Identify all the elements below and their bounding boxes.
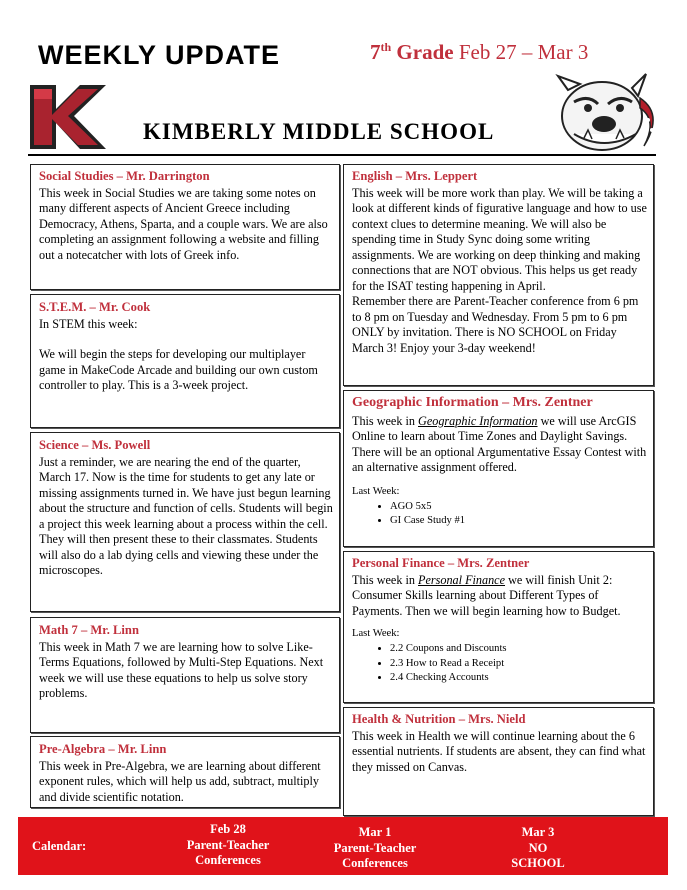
science-section — [30, 432, 340, 612]
section-body: Just a reminder, we are nearing the end of the quarter, March 17. Now is the time for students to get any late or missing assignments turned in. We have just begun learning about the structure and function of cells. Students will begin a project this week learning about a process within the cell. They will then present these to their classmates. Students will also do a lab dying cells and viewing these under the microscopes. — [39, 454, 333, 577]
personal-finance-section — [343, 551, 654, 703]
stem-section — [30, 294, 340, 428]
health-nutrition-section — [343, 707, 654, 816]
section-heading: English – Mrs. Leppert — [352, 169, 478, 183]
section-heading: Personal Finance – Mrs. Zentner — [352, 556, 530, 570]
last-week-list — [352, 642, 647, 686]
section-heading: Health & Nutrition – Mrs. Nield — [352, 712, 526, 726]
section-body: This week in Math 7 we are learning how to solve Like-Terms Equations, followed by Multi-Step Equations. Next week we will use these equations to help us solve story problems. — [39, 639, 324, 700]
geographic-information-section — [343, 390, 654, 547]
last-week-block — [352, 485, 647, 529]
grade-suffix: th — [380, 40, 392, 54]
body-post: we will use ArcGIS Online to learn about Time Zones and Daylight Savings. There will be an optional Argumentative Essay Contest with an alternative assignment offered. — [352, 413, 647, 474]
section-body: This week in Social Studies we are taking some notes on many different aspects of Ancient Greece including Democracy, Athens, Sparta, and a couple wars. We are also completing an assignment following a website and filling out a notecatcher with lots of Greek info. — [39, 185, 328, 262]
last-week-label: Last Week: — [352, 485, 400, 497]
newsletter-title: WEEKLY UPDATE — [38, 40, 281, 70]
event-date: Mar 3 — [521, 825, 555, 839]
calendar-label: Calendar: — [32, 839, 87, 853]
list-item: • 2.4 Checking Accounts — [390, 671, 647, 686]
calendar-event — [305, 825, 445, 872]
grade-word: Grade — [396, 40, 454, 64]
event-date: Feb 28 — [210, 822, 246, 836]
course-name: Personal Finance — [418, 572, 506, 587]
event-date: Mar 1 — [358, 825, 392, 839]
list-item: • AGO 5x5 — [390, 500, 647, 515]
list-item: • 2.2 Coupons and Discounts — [390, 642, 647, 657]
list-item: • GI Case Study #1 — [390, 514, 647, 529]
calendar-bar — [18, 817, 668, 875]
section-body: This week in Pre-Algebra, we are learning about different exponent rules, which will help us add, subtract, multiply and divide scientific notation. — [39, 758, 321, 804]
section-body: This week in Health we will continue learning about the 6 essential nutrients. If students are absent, they can find what they missed on Canvas. — [352, 728, 646, 774]
event-line2: SCHOOL — [511, 856, 565, 870]
event-line1: NO — [528, 840, 548, 855]
math7-section — [30, 617, 340, 733]
pre-algebra-section — [30, 736, 340, 808]
body-pre: This week in — [352, 572, 419, 587]
section-reminder: Remember there are Parent-Teacher conference from 6 pm to 8 pm on Tuesday and Wednesday. From 5 pm to 6 pm ONLY by invitation. There is NO SCHOOL on Friday March 3! Enjoy your 3-day weekend! — [352, 294, 639, 355]
bulldog-mascot-icon — [540, 68, 675, 158]
last-week-label: Last Week: — [352, 628, 400, 639]
last-week-block — [352, 627, 647, 686]
section-heading: Pre-Algebra – Mr. Linn — [39, 742, 167, 756]
header-divider — [28, 154, 656, 156]
date-range: Feb 27 – Mar 3 — [458, 40, 589, 64]
event-line1: Parent-Teacher — [333, 840, 417, 855]
section-heading: Science – Ms. Powell — [39, 438, 151, 452]
section-body — [352, 414, 647, 476]
school-name: KIMBERLY MIDDLE SCHOOL — [143, 119, 495, 144]
event-line2: Conferences — [342, 856, 408, 870]
section-body: This week will be more work than play. We will be taking a look at different kinds of figurative language and how to use context clues to determine meaning. We will also be spending time in Study Sync doing some writing assignments. We are working on deep thinking and making connections that are NOT obvious. This helps us get ready for the ISAT testing happening in April. — [352, 185, 647, 293]
body-post: we will finish Unit 2: Consumer Skills learning about Different Types of Payments. Then we will begin learning how to Budget. — [352, 572, 621, 618]
calendar-event — [158, 822, 298, 869]
event-line1: Parent-Teacher — [186, 837, 270, 852]
section-heading: Geographic Information – Mrs. Zentner — [352, 395, 593, 410]
section-body: We will begin the steps for developing our multiplayer game in MakeCode Arcade and building our own custom controller to play. This is a 3-week project. — [39, 347, 318, 392]
list-item: • 2.3 How to Read a Receipt — [390, 657, 647, 672]
grade-number: 7 — [370, 40, 381, 64]
section-heading: S.T.E.M. – Mr. Cook — [39, 300, 151, 314]
section-body — [352, 573, 647, 620]
section-heading: Math 7 – Mr. Linn — [39, 623, 139, 637]
body-pre: This week in — [352, 413, 419, 428]
section-heading: Social Studies – Mr. Darrington — [39, 169, 210, 183]
english-section — [343, 164, 654, 386]
social-studies-section — [30, 164, 340, 290]
calendar-event — [468, 825, 608, 872]
grade-and-dates — [370, 40, 588, 65]
course-name: Geographic Information — [418, 413, 538, 428]
section-intro: In STEM this week: — [39, 316, 138, 331]
school-k-logo — [28, 83, 108, 151]
event-line2: Conferences — [195, 853, 261, 867]
last-week-list — [352, 500, 647, 529]
